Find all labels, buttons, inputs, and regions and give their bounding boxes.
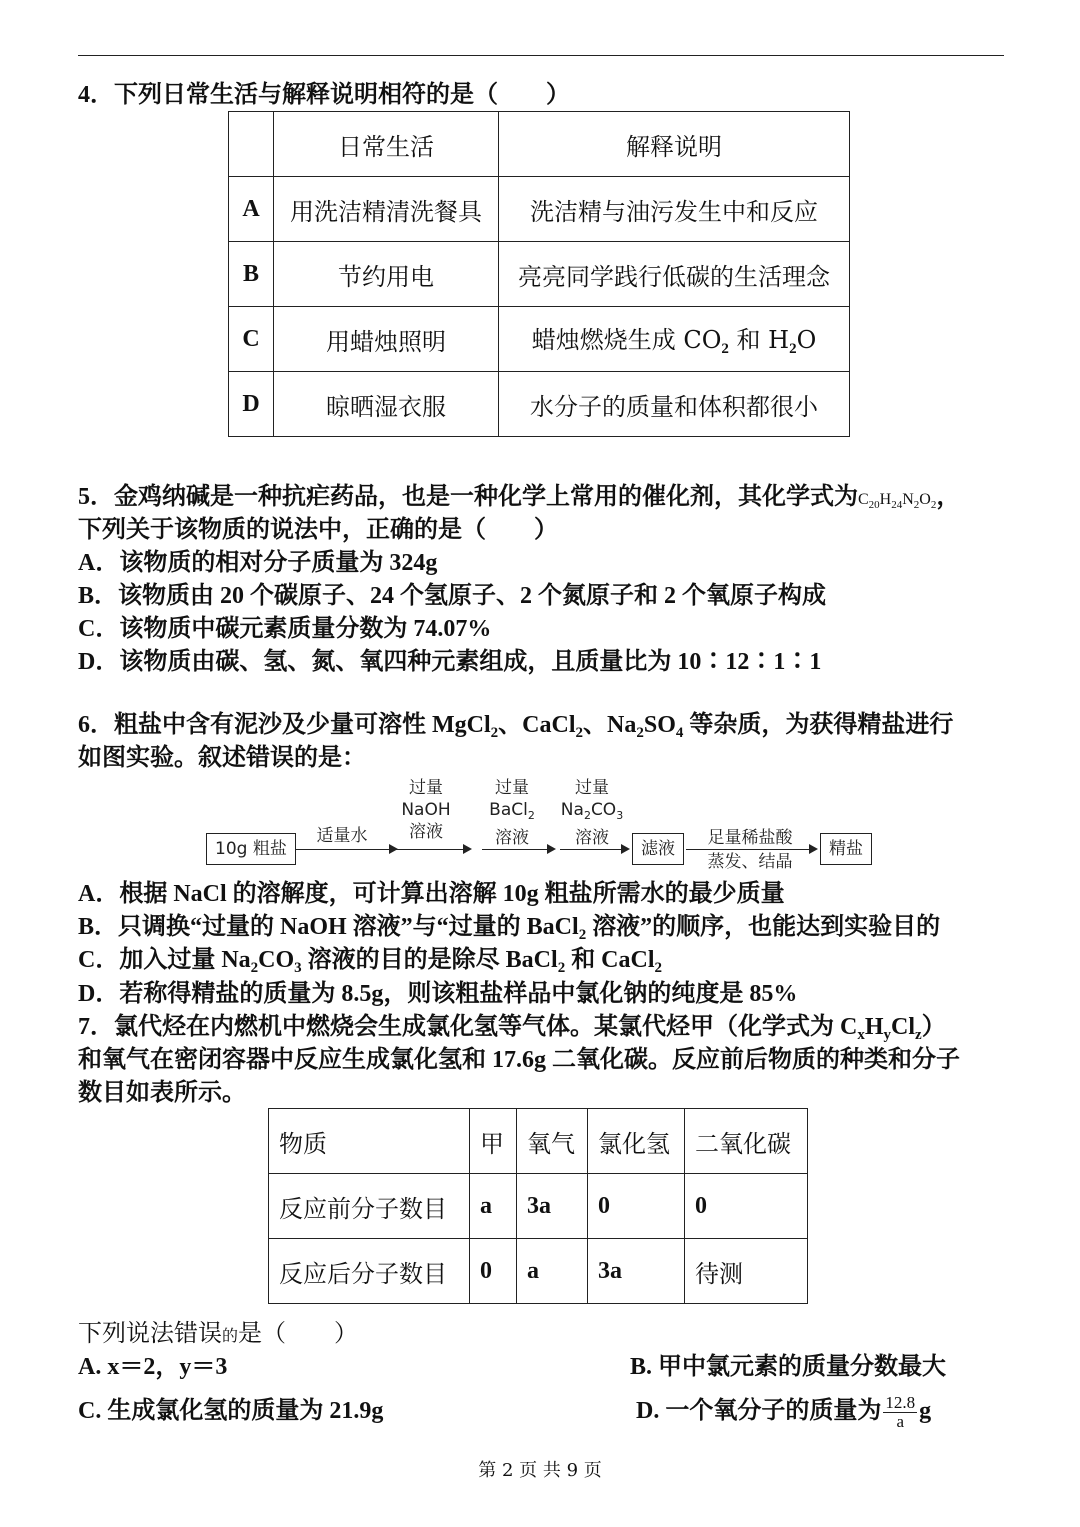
- label: [554, 799, 630, 827]
- flow-arrow: [686, 849, 816, 850]
- flow-end-box: 精盐: [820, 833, 872, 865]
- text: H: [864, 1014, 884, 1040]
- label: NaOH: [401, 800, 451, 820]
- q5-option-d: D．该物质由碳、氢、氮、氧四种元素组成，且质量比为 10∶12∶1∶1: [78, 649, 822, 675]
- text: 蜡烛燃烧生成 CO: [531, 326, 722, 354]
- table-row: [269, 1174, 808, 1239]
- text: ）: [921, 1014, 946, 1040]
- denominator: a: [896, 1412, 904, 1431]
- table-cell: 反应前分子数目: [269, 1174, 470, 1239]
- flow-reagent-bacl2: [482, 777, 542, 849]
- table-cell: 3a: [588, 1239, 685, 1304]
- text: CO: [258, 947, 295, 973]
- q5-stem-line2: 下列关于该物质的说法中，正确的是（ ）: [78, 517, 558, 543]
- fraction: [883, 1394, 917, 1431]
- subscript: 2: [490, 725, 499, 741]
- formula: [858, 491, 937, 511]
- numerator: 12.8: [885, 1393, 916, 1412]
- text: 、Na: [583, 712, 637, 738]
- table-header: 物质: [269, 1109, 470, 1174]
- q7-prompt: [78, 1316, 358, 1353]
- label: 过量: [409, 778, 443, 798]
- row-key: C: [229, 307, 274, 372]
- table-header: 解释说明: [499, 112, 850, 177]
- element: C: [858, 491, 869, 508]
- subscript: 3: [616, 809, 624, 822]
- q5-option-c: C．该物质中碳元素质量分数为 74.07%: [78, 616, 492, 642]
- flow-reagent-na2co3: [554, 777, 630, 849]
- text: B．只调换“过量的 NaOH 溶液”与“过量的 BaCl: [78, 914, 579, 940]
- flow-arrow: [296, 849, 396, 850]
- label: 溶液: [575, 828, 609, 848]
- flow-arrow: [396, 849, 470, 850]
- table-row: [229, 177, 850, 242]
- subscript: 3: [294, 960, 302, 976]
- row-key: D: [229, 372, 274, 437]
- table-cell: 0: [470, 1239, 517, 1304]
- q7-option-b: B. 甲中氯元素的质量分数最大: [630, 1354, 947, 1380]
- text: 下列说法错误: [78, 1319, 222, 1347]
- table-row: [229, 307, 850, 372]
- q7-stem-line3: 数目如表所示。: [78, 1080, 246, 1106]
- q7-stem-line2: 和氧气在密闭容器中反应生成氯化氢和 17.6g 二氧化碳。反应前后物质的种类和分子: [78, 1047, 960, 1073]
- text: 等杂质，为获得精盐进行: [683, 712, 954, 738]
- subscript: 2: [527, 809, 535, 822]
- subscript: 2: [930, 499, 937, 511]
- subscript: y: [883, 1027, 892, 1043]
- text: 、CaCl: [498, 712, 576, 738]
- label: 过量: [575, 778, 609, 798]
- q7-option-d: [636, 1394, 931, 1431]
- q4-table: [228, 111, 850, 437]
- text: CO: [590, 800, 617, 820]
- table-header: 甲: [470, 1109, 517, 1174]
- table-cell: 节约用电: [274, 242, 499, 307]
- text: Cl: [891, 1014, 916, 1040]
- top-rule: [78, 55, 1004, 56]
- subscript: 2: [557, 960, 566, 976]
- q5-option-b: B．该物质由 20 个碳原子、24 个氢原子、2 个氮原子和 2 个氧原子构成: [78, 583, 827, 609]
- text: O: [796, 326, 817, 354]
- text: 和 CaCl: [565, 947, 655, 973]
- flow-start-box: 10g 粗盐: [206, 833, 296, 865]
- table-cell: 反应后分子数目: [269, 1239, 470, 1304]
- table-cell: 0: [588, 1174, 685, 1239]
- flow-reagent-naoh: [396, 777, 456, 843]
- table-cell: a: [470, 1174, 517, 1239]
- q7-option-a: A. x＝2，y＝3: [78, 1354, 228, 1380]
- label: 溶液: [495, 828, 529, 848]
- subscript: 2: [575, 725, 583, 741]
- text: 是（ ）: [238, 1319, 359, 1347]
- table-cell: [229, 112, 274, 177]
- text: 和 H: [728, 326, 790, 354]
- text: 溶液”的顺序，也能达到实验目的: [586, 914, 941, 940]
- table-cell: 用蜡烛照明: [274, 307, 499, 372]
- page-footer: 第 2 页 共 9 页: [478, 1460, 602, 1481]
- table-cell: 3a: [517, 1174, 588, 1239]
- table-cell: 洗洁精与油污发生中和反应: [499, 177, 850, 242]
- subscript: 20: [868, 499, 880, 511]
- element: H: [879, 491, 892, 508]
- subscript: 2: [636, 725, 644, 741]
- subscript: 2: [913, 499, 920, 511]
- element: O: [919, 491, 931, 508]
- table-cell: 晾晒湿衣服: [274, 372, 499, 437]
- text: C．加入过量 Na: [78, 947, 251, 973]
- subscript: z: [915, 1027, 922, 1043]
- subscript: 4: [675, 725, 684, 741]
- q7-option-c: C. 生成氯化氢的质量为 21.9g: [78, 1398, 384, 1424]
- subscript: 2: [578, 927, 587, 943]
- label: 过量: [495, 778, 529, 798]
- subscript: 2: [789, 341, 797, 357]
- flow-step-acid: 足量稀盐酸: [707, 828, 793, 848]
- table-header-row: [229, 112, 850, 177]
- q6-option-d: D．若称得精盐的质量为 8.5g，则该粗盐样品中氯化钠的纯度是 85%: [78, 981, 798, 1007]
- table-row: [269, 1239, 808, 1304]
- q6-flow-diagram: [200, 775, 890, 875]
- table-cell: 0: [685, 1174, 808, 1239]
- table-header: 氧气: [517, 1109, 588, 1174]
- text: ，: [936, 484, 961, 510]
- table-header-row: [269, 1109, 808, 1174]
- q4-stem: 4．下列日常生活与解释说明相符的是（ ）: [78, 82, 570, 108]
- table-cell: 用洗洁精清洗餐具: [274, 177, 499, 242]
- q5-option-a: A．该物质的相对分子质量为 324g: [78, 550, 438, 576]
- table-cell: a: [517, 1239, 588, 1304]
- q6-option-a: A．根据 NaCl 的溶解度，可计算出溶解 10g 粗盐所需水的最少质量: [78, 881, 785, 907]
- label: [482, 799, 542, 827]
- table-row: [229, 372, 850, 437]
- subscript: 24: [891, 499, 903, 511]
- table-row: [229, 242, 850, 307]
- flow-step-evaporate: 蒸发、结晶: [707, 852, 793, 872]
- flow-filtrate-box: 滤液: [632, 833, 684, 865]
- text: 7．氯代烃在内燃机中燃烧会生成氯化氢等气体。某氯代烃甲（化学式为 C: [78, 1014, 858, 1040]
- table-header: 氯化氢: [588, 1109, 685, 1174]
- subscript: x: [857, 1027, 865, 1043]
- row-key: A: [229, 177, 274, 242]
- element: N: [902, 491, 914, 508]
- table-cell: [499, 307, 850, 372]
- subscript: 2: [583, 809, 591, 822]
- subscript: 2: [654, 960, 663, 976]
- flow-arrow: [560, 849, 628, 850]
- label: 溶液: [409, 822, 443, 842]
- table-cell: 待测: [685, 1239, 808, 1304]
- text: 6．粗盐中含有泥沙及少量可溶性 MgCl: [78, 712, 491, 738]
- subscript: 2: [721, 341, 729, 357]
- text: BaCl: [489, 800, 528, 820]
- subscript: 2: [250, 960, 259, 976]
- text: 5．金鸡纳碱是一种抗疟药品，也是一种化学上常用的催化剂，其化学式为: [78, 484, 858, 510]
- text: 的: [222, 1326, 239, 1345]
- text: SO: [643, 712, 676, 738]
- table-cell: 水分子的质量和体积都很小: [499, 372, 850, 437]
- table-header: 二氧化碳: [685, 1109, 808, 1174]
- text: 溶液的目的是除尽 BaCl: [301, 947, 558, 973]
- q6-stem-line2: 如图实验。叙述错误的是：: [78, 745, 366, 771]
- flow-arrow: [482, 849, 554, 850]
- text: g: [919, 1398, 932, 1425]
- table-cell: 亮亮同学践行低碳的生活理念: [499, 242, 850, 307]
- flow-step-water: 适量水: [316, 826, 368, 846]
- text: D. 一个氧分子的质量为: [636, 1398, 882, 1425]
- row-key: B: [229, 242, 274, 307]
- table-header: 日常生活: [274, 112, 499, 177]
- text: Na: [560, 800, 584, 820]
- q7-table: [268, 1108, 808, 1304]
